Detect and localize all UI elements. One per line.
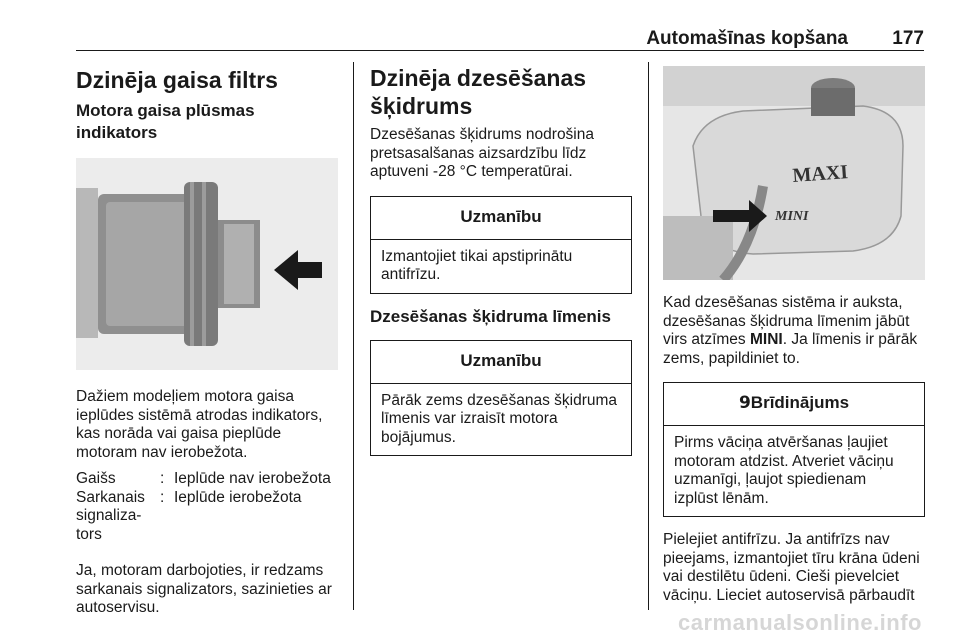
page-number: 177 (892, 28, 924, 49)
indicator-definitions (76, 470, 340, 544)
definition-desc: Ieplūde nav ierobežota (174, 470, 331, 487)
airflow-indicator-illustration (76, 158, 338, 370)
warning-heading-text: Brīdinājums (750, 393, 850, 412)
column-air-filter (76, 62, 340, 618)
column-coolant (370, 62, 632, 456)
warning-box (663, 382, 925, 517)
mini-label: MINI (749, 331, 783, 348)
definition-separator: : (160, 488, 165, 506)
caution-heading: Uzmanību (371, 197, 631, 240)
maxi-mark: MAXI (791, 161, 849, 187)
coolant-refill-paragraph: Pielejiet antifrīzu. Ja antifrīzs nav pieejams, izmantojiet tīru krāna ūdeni vai destilētu ūdeni. Cieši pievelciet vāciņu. Lieciet autoservisā pārbaudīt (663, 531, 920, 604)
definition-desc: Ieplūde ierobežota (174, 488, 302, 506)
mini-mark: MINI (775, 209, 809, 224)
coolant-level-subtitle: Dzesēšanas šķidruma līmenis (370, 306, 611, 326)
paragraph-text: . Ja līmenis ir pārāk zems, papildiniet to. (663, 331, 918, 367)
air-filter-intro: Dažiem modeļiem motora gaisa ieplūdes sistēmā atrodas indikators, kas norāda vai gaisa pieplūde motoram nav ierobežota. (76, 388, 323, 461)
watermark: carmanualsonline.info (678, 610, 922, 635)
definition-row (76, 470, 340, 489)
caution-body: Izmantojiet tikai apstiprinātu antifrīzu. (381, 247, 573, 283)
column-divider (648, 62, 649, 610)
definition-separator: : (160, 470, 165, 487)
coolant-reservoir-illustration (663, 66, 925, 280)
caution-box (370, 196, 632, 294)
caution-body: Pārāk zems dzesēšanas šķidruma līmenis var izraisīt motora bojājumus. (381, 391, 618, 446)
definition-term: Gaišs (76, 470, 116, 487)
paragraph-text: Kad dzesēšanas sistēma ir auksta, dzesēšanas šķidruma līmenim jābūt virs atzīmes (663, 294, 910, 348)
coolant-title: Dzinēja dzesēšanas šķidrums (370, 65, 587, 119)
airflow-indicator-subtitle: Motora gaisa plūsmas indikators (76, 101, 255, 142)
warning-body: Pirms vāciņa atvēršanas ļaujiet motoram atdzist. Atveriet vāciņu uzmanīgi, ļaujot spiedienam izplūst lēnām. (674, 434, 894, 507)
air-filter-title: Dzinēja gaisa filtrs (76, 67, 278, 93)
page-header (76, 26, 924, 51)
coolant-level-paragraph (663, 294, 925, 368)
column-coolant-level (663, 62, 925, 605)
definition-row (76, 489, 340, 545)
column-divider (353, 62, 354, 610)
definition-term: Sarkanais signaliza-tors (76, 488, 145, 543)
coolant-intro: Dzesēšanas šķidrums nodrošina pretsasalšanas aizsardzību līdz aptuveni -28 °C temperatūrai. (370, 126, 594, 180)
caution-box (370, 340, 632, 457)
section-title: Automašīnas kopšana (646, 28, 848, 49)
air-filter-outro: Ja, motoram darbojoties, ir redzams sarkanais signalizators, sazinieties ar autoservisu. (76, 562, 332, 616)
coolant-reservoir-figure (663, 66, 925, 280)
caution-heading: Uzmanību (371, 341, 631, 384)
airflow-indicator-figure (76, 158, 338, 370)
warning-heading (664, 383, 924, 426)
warning-triangle-icon: 9 (738, 393, 751, 413)
